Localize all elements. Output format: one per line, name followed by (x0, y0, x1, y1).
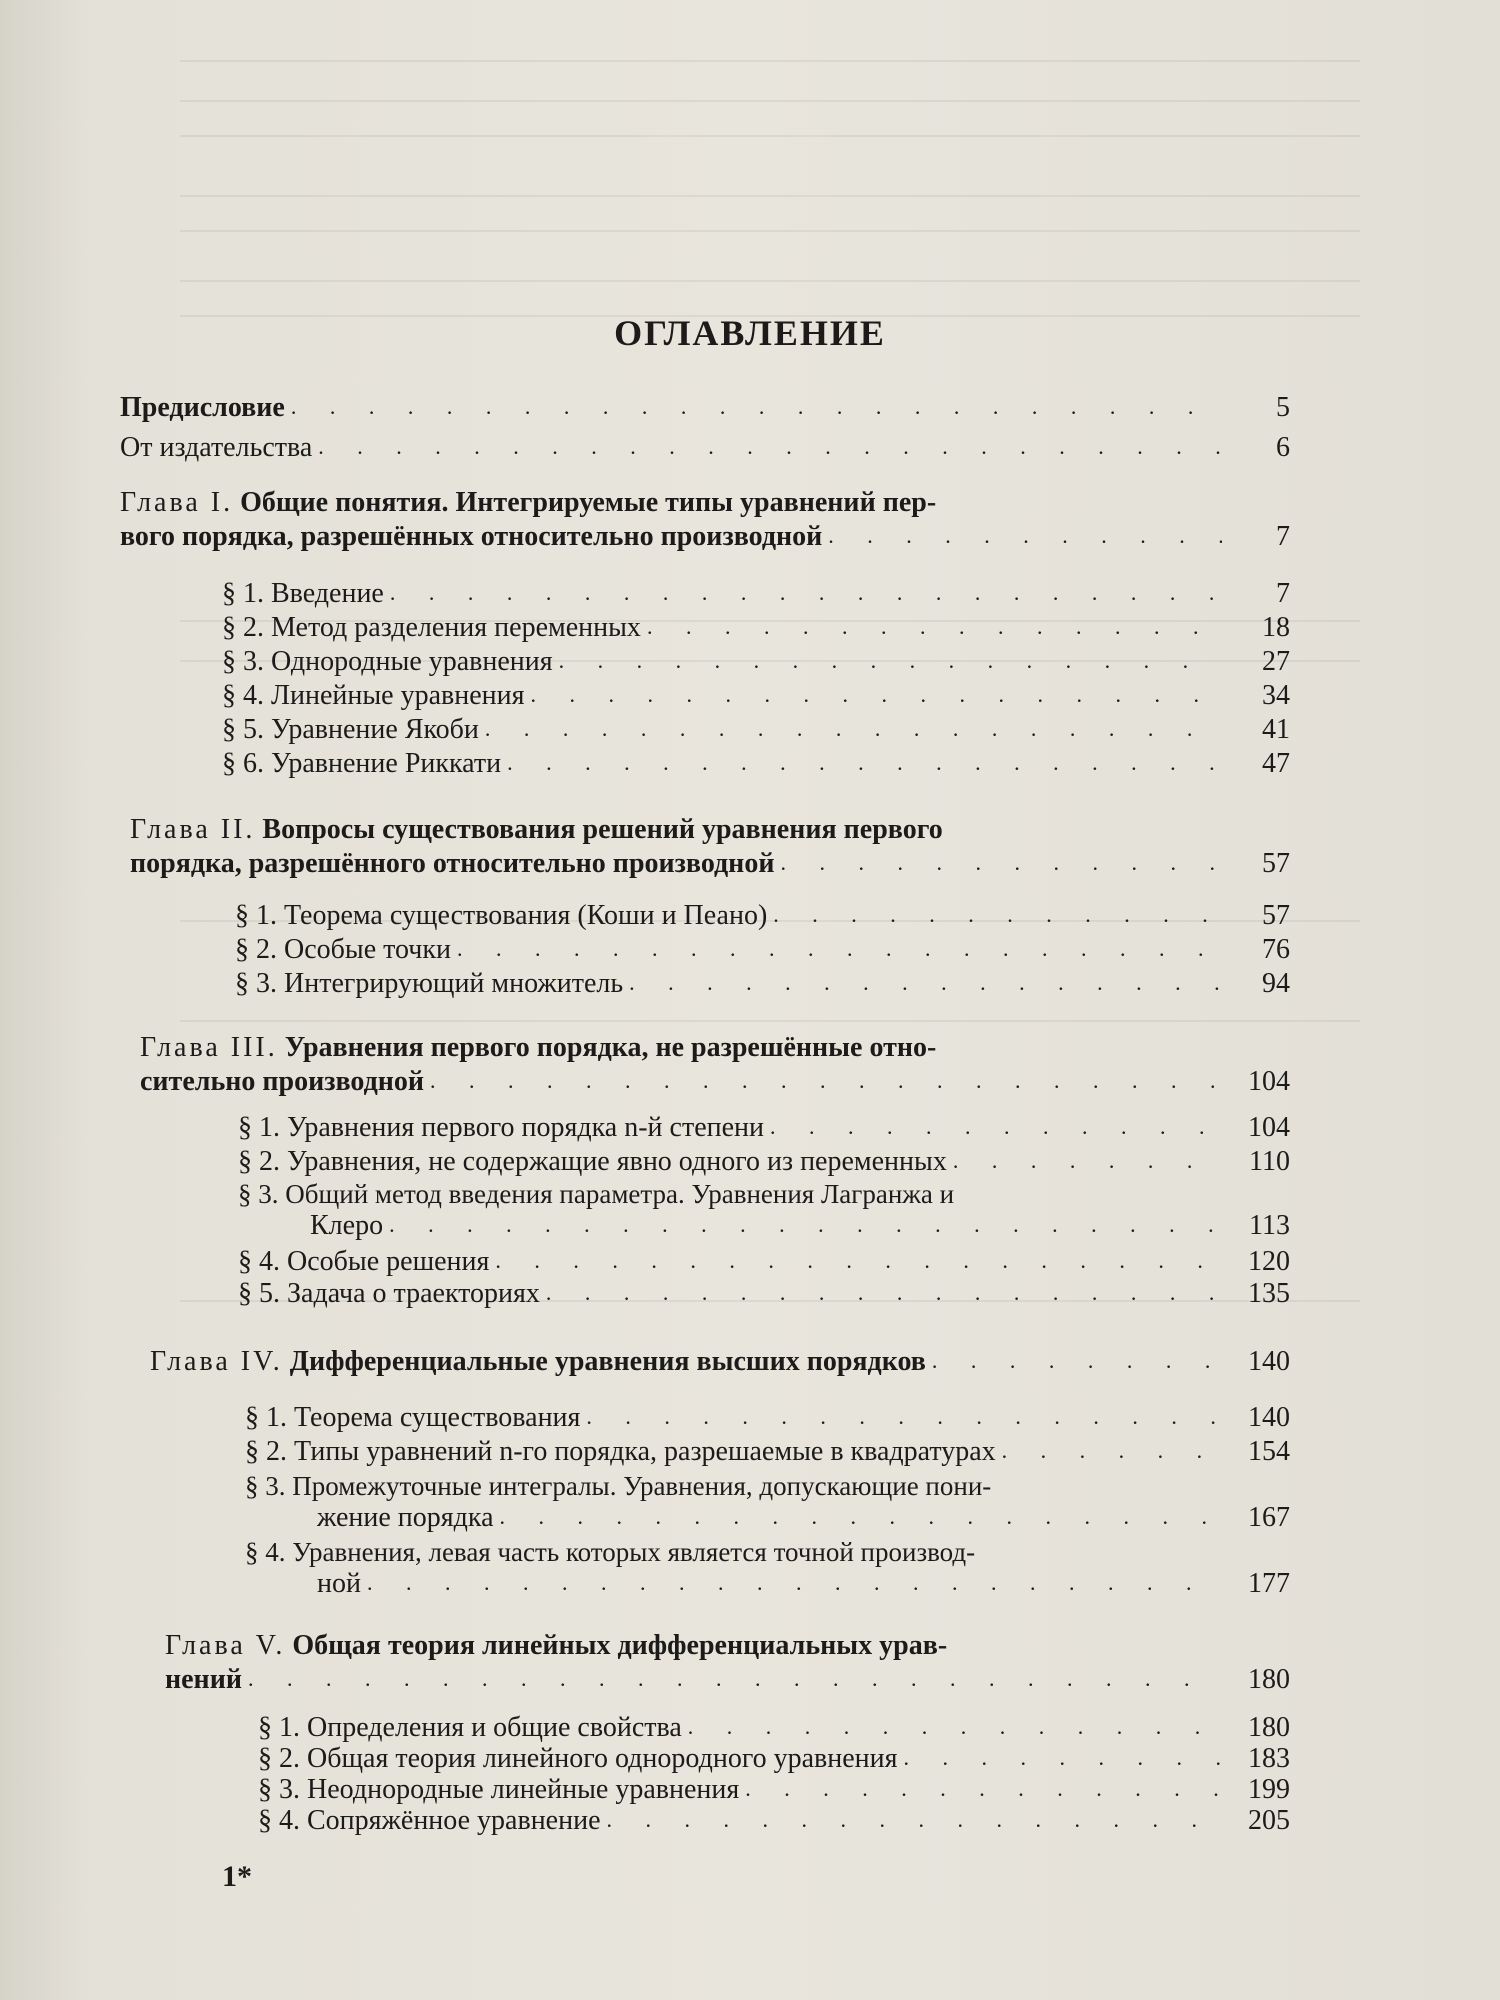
leader-dots (291, 396, 1222, 418)
chapter-title-line1: Общая теория линейных дифференциальных урав- (292, 1630, 948, 1661)
section-page: 94 (1262, 968, 1290, 999)
toc-section-multiline (245, 1536, 1290, 1600)
section-number: § 1. (258, 1712, 300, 1743)
section-number: § 6. (222, 748, 264, 779)
toc-section (238, 1146, 1290, 1178)
leader-dots (932, 1350, 1222, 1372)
chapter-title-line2: вого порядка, разрешённых относительно производной (120, 521, 823, 552)
section-title: Уравнения первого порядка n-й степени (287, 1112, 764, 1143)
section-title: Сопряжённое уравнение (307, 1805, 601, 1836)
section-title: Уравнение Риккати (271, 748, 502, 779)
leader-dots (546, 1282, 1222, 1304)
chapter-title-line2: нений (165, 1664, 242, 1695)
section-number: § 2. (258, 1743, 300, 1774)
toc-section (245, 1402, 1290, 1434)
toc-section (222, 714, 1290, 746)
toc-section-multiline (245, 1470, 1290, 1534)
section-title: Определения и общие свойства (307, 1712, 682, 1743)
leader-dots (629, 972, 1222, 994)
toc-section (222, 646, 1290, 678)
section-title: Интегрирующий множитель (284, 968, 624, 999)
section-number: § 4. (245, 1537, 286, 1567)
toc-chapter-1 (120, 485, 1290, 553)
chapter-title-line2: порядка, разрешённого относительно производной (130, 848, 775, 879)
section-page: 177 (1248, 1568, 1290, 1599)
toc-section (222, 680, 1290, 712)
toc-section (235, 900, 1290, 932)
toc-section (235, 934, 1290, 966)
section-number: § 3. (258, 1774, 300, 1805)
section-number: § 1. (245, 1402, 287, 1433)
toc-chapter-5 (165, 1628, 1290, 1696)
leader-dots (457, 938, 1222, 960)
section-title: Уравнения, левая часть которых является точной производ- (292, 1537, 976, 1567)
section-page: 7 (1276, 578, 1290, 609)
toc-chapter-3 (140, 1030, 1290, 1098)
section-title: Теорема существования (Коши и Пеано) (284, 900, 768, 931)
toc-entry-preface (120, 392, 1290, 424)
section-title: Теорема существования (294, 1402, 581, 1433)
chapter-title-line1: Уравнения первого порядка, не разрешённые отно- (284, 1032, 937, 1063)
leader-dots (248, 1668, 1222, 1690)
leader-dots (485, 718, 1222, 740)
section-number: § 5. (238, 1278, 280, 1309)
chapter-label: Глава I. (120, 487, 234, 518)
section-title: Уравнения, не содержащие явно одного из переменных (287, 1146, 947, 1177)
section-number: § 5. (222, 714, 264, 745)
section-page: 18 (1262, 612, 1290, 643)
toc-section (238, 1112, 1290, 1144)
leader-dots (390, 582, 1222, 604)
section-number: § 3. (238, 1179, 279, 1209)
entry-title: От издательства (120, 432, 313, 463)
section-number: § 1. (238, 1112, 280, 1143)
leader-dots (607, 1809, 1222, 1831)
section-number: § 2. (222, 612, 264, 643)
section-page: 110 (1249, 1146, 1290, 1177)
section-number: § 4. (258, 1805, 300, 1836)
section-title: Введение (271, 578, 384, 609)
section-title: Общая теория линейного однородного уравнения (307, 1743, 898, 1774)
chapter-page: 7 (1276, 521, 1290, 552)
section-page: 27 (1262, 646, 1290, 677)
toc-section (238, 1278, 1290, 1310)
chapter-label: Глава III. (140, 1032, 278, 1063)
chapter-page: 57 (1262, 848, 1290, 879)
section-page: 180 (1248, 1712, 1290, 1743)
entry-page: 6 (1276, 432, 1290, 463)
section-title-cont: Клеро (310, 1210, 384, 1241)
section-page: 167 (1248, 1502, 1290, 1533)
section-number: § 2. (245, 1436, 287, 1467)
leader-dots (500, 1506, 1222, 1528)
leader-dots (745, 1778, 1222, 1800)
section-page: 104 (1248, 1112, 1290, 1143)
chapter-page: 180 (1248, 1664, 1290, 1695)
toc-entry-publisher (120, 432, 1290, 464)
leader-dots (507, 752, 1222, 774)
leader-dots (688, 1716, 1222, 1738)
entry-title: Предисловие (120, 392, 285, 423)
section-title: Особые решения (287, 1246, 490, 1277)
section-number: § 3. (245, 1471, 286, 1501)
section-page: 140 (1248, 1402, 1290, 1433)
signature-mark: 1* (222, 1860, 252, 1893)
section-page: 135 (1248, 1278, 1290, 1309)
section-number: § 4. (222, 680, 264, 711)
leader-dots (430, 1070, 1222, 1092)
section-page: 199 (1248, 1774, 1290, 1805)
leader-dots (531, 684, 1222, 706)
section-title: Общий метод введения параметра. Уравнения Лагранжа и (285, 1179, 955, 1209)
section-page: 47 (1262, 748, 1290, 779)
section-title: Однородные уравнения (271, 646, 553, 677)
section-page: 34 (1262, 680, 1290, 711)
toc-section (245, 1436, 1290, 1468)
chapter-title-line1: Общие понятия. Интегрируемые типы уравнений пер- (240, 487, 937, 518)
section-title: Метод разделения переменных (271, 612, 641, 643)
chapter-label: Глава II. (130, 814, 256, 845)
chapter-label: Глава V. (165, 1630, 286, 1661)
section-page: 113 (1249, 1210, 1290, 1241)
section-page: 120 (1248, 1246, 1290, 1277)
leader-dots (586, 1406, 1222, 1428)
section-title: Промежуточные интегралы. Уравнения, допускающие пони- (292, 1471, 992, 1501)
leader-dots (367, 1572, 1222, 1594)
chapter-title-line1: Вопросы существования решений уравнения первого (262, 814, 943, 845)
toc-chapter-4 (150, 1346, 1290, 1378)
section-page: 154 (1248, 1436, 1290, 1467)
section-title: Неоднородные линейные уравнения (307, 1774, 740, 1805)
leader-dots (773, 904, 1222, 926)
section-number: § 2. (235, 934, 277, 965)
leader-dots (828, 525, 1222, 547)
toc-section (258, 1774, 1290, 1806)
leader-dots (495, 1250, 1222, 1272)
chapter-page: 104 (1248, 1066, 1290, 1097)
leader-dots (770, 1116, 1222, 1138)
leader-dots (1002, 1440, 1222, 1462)
section-number: § 3. (235, 968, 277, 999)
section-page: 205 (1248, 1805, 1290, 1836)
leader-dots (904, 1747, 1222, 1769)
section-title: Типы уравнений n-го порядка, разрешаемые в квадратурах (294, 1436, 996, 1467)
section-number: § 3. (222, 646, 264, 677)
section-title: Уравнение Якоби (271, 714, 479, 745)
section-title-cont: жение порядка (317, 1502, 494, 1533)
toc-section (222, 748, 1290, 780)
section-title-cont: ной (317, 1568, 361, 1599)
section-title: Задача о траекториях (287, 1278, 540, 1309)
leader-dots (318, 436, 1222, 458)
toc-section (235, 968, 1290, 1000)
toc-section (258, 1712, 1290, 1744)
leader-dots (647, 616, 1222, 638)
leader-dots (780, 852, 1222, 874)
toc-section (222, 612, 1290, 644)
section-title: Особые точки (284, 934, 451, 965)
section-page: 41 (1262, 714, 1290, 745)
section-number: § 1. (222, 578, 264, 609)
chapter-title-line2: сительно производной (140, 1066, 425, 1097)
leader-dots (389, 1214, 1222, 1236)
section-number: § 2. (238, 1146, 280, 1177)
chapter-page: 140 (1248, 1346, 1290, 1377)
section-number: § 4. (238, 1246, 280, 1277)
toc-section (258, 1743, 1290, 1775)
section-page: 57 (1262, 900, 1290, 931)
chapter-label: Глава IV. (150, 1346, 283, 1377)
section-page: 76 (1262, 934, 1290, 965)
toc-section (222, 578, 1290, 610)
chapter-title-line1: Дифференциальные уравнения высших порядков (289, 1346, 926, 1377)
toc-section-multiline (238, 1178, 1290, 1242)
toc-section (258, 1805, 1290, 1837)
toc-section (238, 1246, 1290, 1278)
toc-chapter-2 (130, 812, 1290, 880)
leader-dots (559, 650, 1222, 672)
section-page: 183 (1248, 1743, 1290, 1774)
section-number: § 1. (235, 900, 277, 931)
page-title: ОГЛАВЛЕНИЕ (614, 313, 886, 353)
section-title: Линейные уравнения (271, 680, 525, 711)
entry-page: 5 (1276, 392, 1290, 423)
leader-dots (953, 1150, 1222, 1172)
